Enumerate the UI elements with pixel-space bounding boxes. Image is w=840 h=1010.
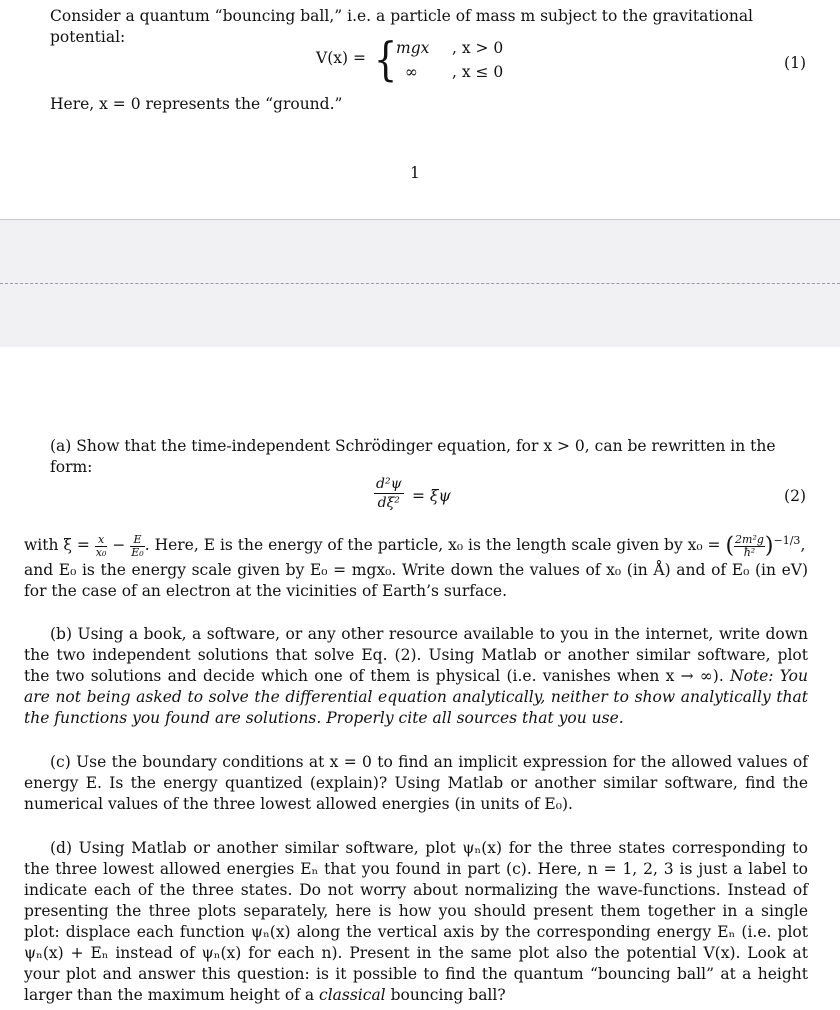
part-d-end: bouncing ball? <box>390 986 506 1004</box>
xi-def-label: with ξ = <box>24 536 90 555</box>
page-break-divider <box>0 283 840 284</box>
part-b-note: Note: You are not being asked to solve the differential equation analytically, neither to show analytically that the functions you found are solutions. Properly cite all sources that you use. <box>24 667 808 727</box>
part-d-classical: classical <box>319 986 386 1004</box>
eq1-case2-cond: , x ≤ 0 <box>452 63 504 81</box>
xi-frac-1 <box>95 534 108 559</box>
x0-frac-num: 2m²g <box>735 532 764 546</box>
eq1-case2-expr: ∞ <box>405 63 418 81</box>
part-a-definitions: with ξ = $\frac{x}{\text{x₀}}$ − $\frac{E}{\text{E₀}}$ . Here, E is the energy of the particle, x₀ is the length scale given by x₀ = ( $\frac{\text{2m²g}}{\text{ħ²}}$ )$^{-1/3}$, <box>24 532 806 559</box>
x0-frac <box>734 534 765 559</box>
x0-exponent: −1/3 <box>773 534 801 547</box>
xi-frac-1-num: x <box>95 534 108 547</box>
page-number: 1 <box>410 164 420 182</box>
xi-frac-1-den: x₀ <box>95 545 107 559</box>
eq2-denominator: dξ² <box>377 495 400 511</box>
page-break <box>0 219 840 348</box>
part-a-text: (a) Show that the time-independent Schrödinger equation, for x > 0, can be rewritten in the form: <box>50 437 776 476</box>
x0-frac-den: ħ² <box>743 545 756 559</box>
xi-frac-2-den: E₀ <box>131 545 144 559</box>
part-b-text <box>24 624 808 729</box>
eq1-lhs: V(x) = <box>316 49 366 67</box>
eq1-number: (1) <box>784 54 806 72</box>
part-a-mid-text: . Here, E is the energy of the particle, x₀ is the length scale given by x₀ = <box>144 536 721 555</box>
part-d-body: (d) Using Matlab or another similar software, plot ψₙ(x) for the three states corresponding to the three lowest allowed energies Eₙ that you found in part (c). Here, n = 1, 2, 3 is just a label to indicate each of the three states. Do not worry about normalizing the wave-functions. Instead of presenting the three plots separately, here is how you should present them together in a single plot: displace each function ψₙ(x) along the vertical axis by the corresponding energy Eₙ (i.e. plot ψₙ(x) + Eₙ instead of ψₙ(x) for each n). Present in the same plot also the potential V(x). Look at your plot and answer this question: is it possible to find the quantum “bouncing ball” at a height larger than the maximum height of a <box>24 839 808 1004</box>
part-c-text: (c) Use the boundary conditions at x = 0 to find an implicit expression for the allowed values of energy E. Is the energy quantized (explain)? Using Matlab or another similar software, find the numerical values of the three lowest allowed energies (in units of E₀). <box>24 753 808 813</box>
page-2-fragment <box>0 347 840 1010</box>
eq2-fraction <box>374 475 404 512</box>
xi-minus: − <box>112 536 126 555</box>
part-b-body: (b) Using a book, a software, or any other resource available to you in the internet, write down the two independent solutions that solve Eq. (2). Using Matlab or another similar software, plot the two solutions and decide which one of them is physical (i.e. vanishes when x → ∞). <box>24 625 808 685</box>
xi-frac-2-num: E <box>130 534 144 547</box>
part-d-text <box>24 838 808 1006</box>
eq1-brace: { <box>373 32 398 86</box>
eq2-numerator: d²ψ <box>376 476 402 492</box>
eq2-number: (2) <box>784 487 806 505</box>
ground-note: Here, x = 0 represents the “ground.” <box>50 95 343 113</box>
intro-text: Consider a quantum “bouncing ball,” i.e. a particle of mass m subject to the gravitational potential: <box>50 7 754 46</box>
eq1-case1-expr: mgx <box>396 39 430 57</box>
part-a-tail: and E₀ is the energy scale given by E₀ = mgx₀. Write down the values of x₀ (in Å) and of E₀ (in eV) for the case of an electron at the vicinities of Earth’s surface. <box>24 561 808 600</box>
eq2-rhs: = ξψ <box>412 487 451 505</box>
eq1-case1-cond: , x > 0 <box>452 39 504 57</box>
page-1-fragment <box>0 0 840 219</box>
xi-frac-2 <box>130 534 144 559</box>
